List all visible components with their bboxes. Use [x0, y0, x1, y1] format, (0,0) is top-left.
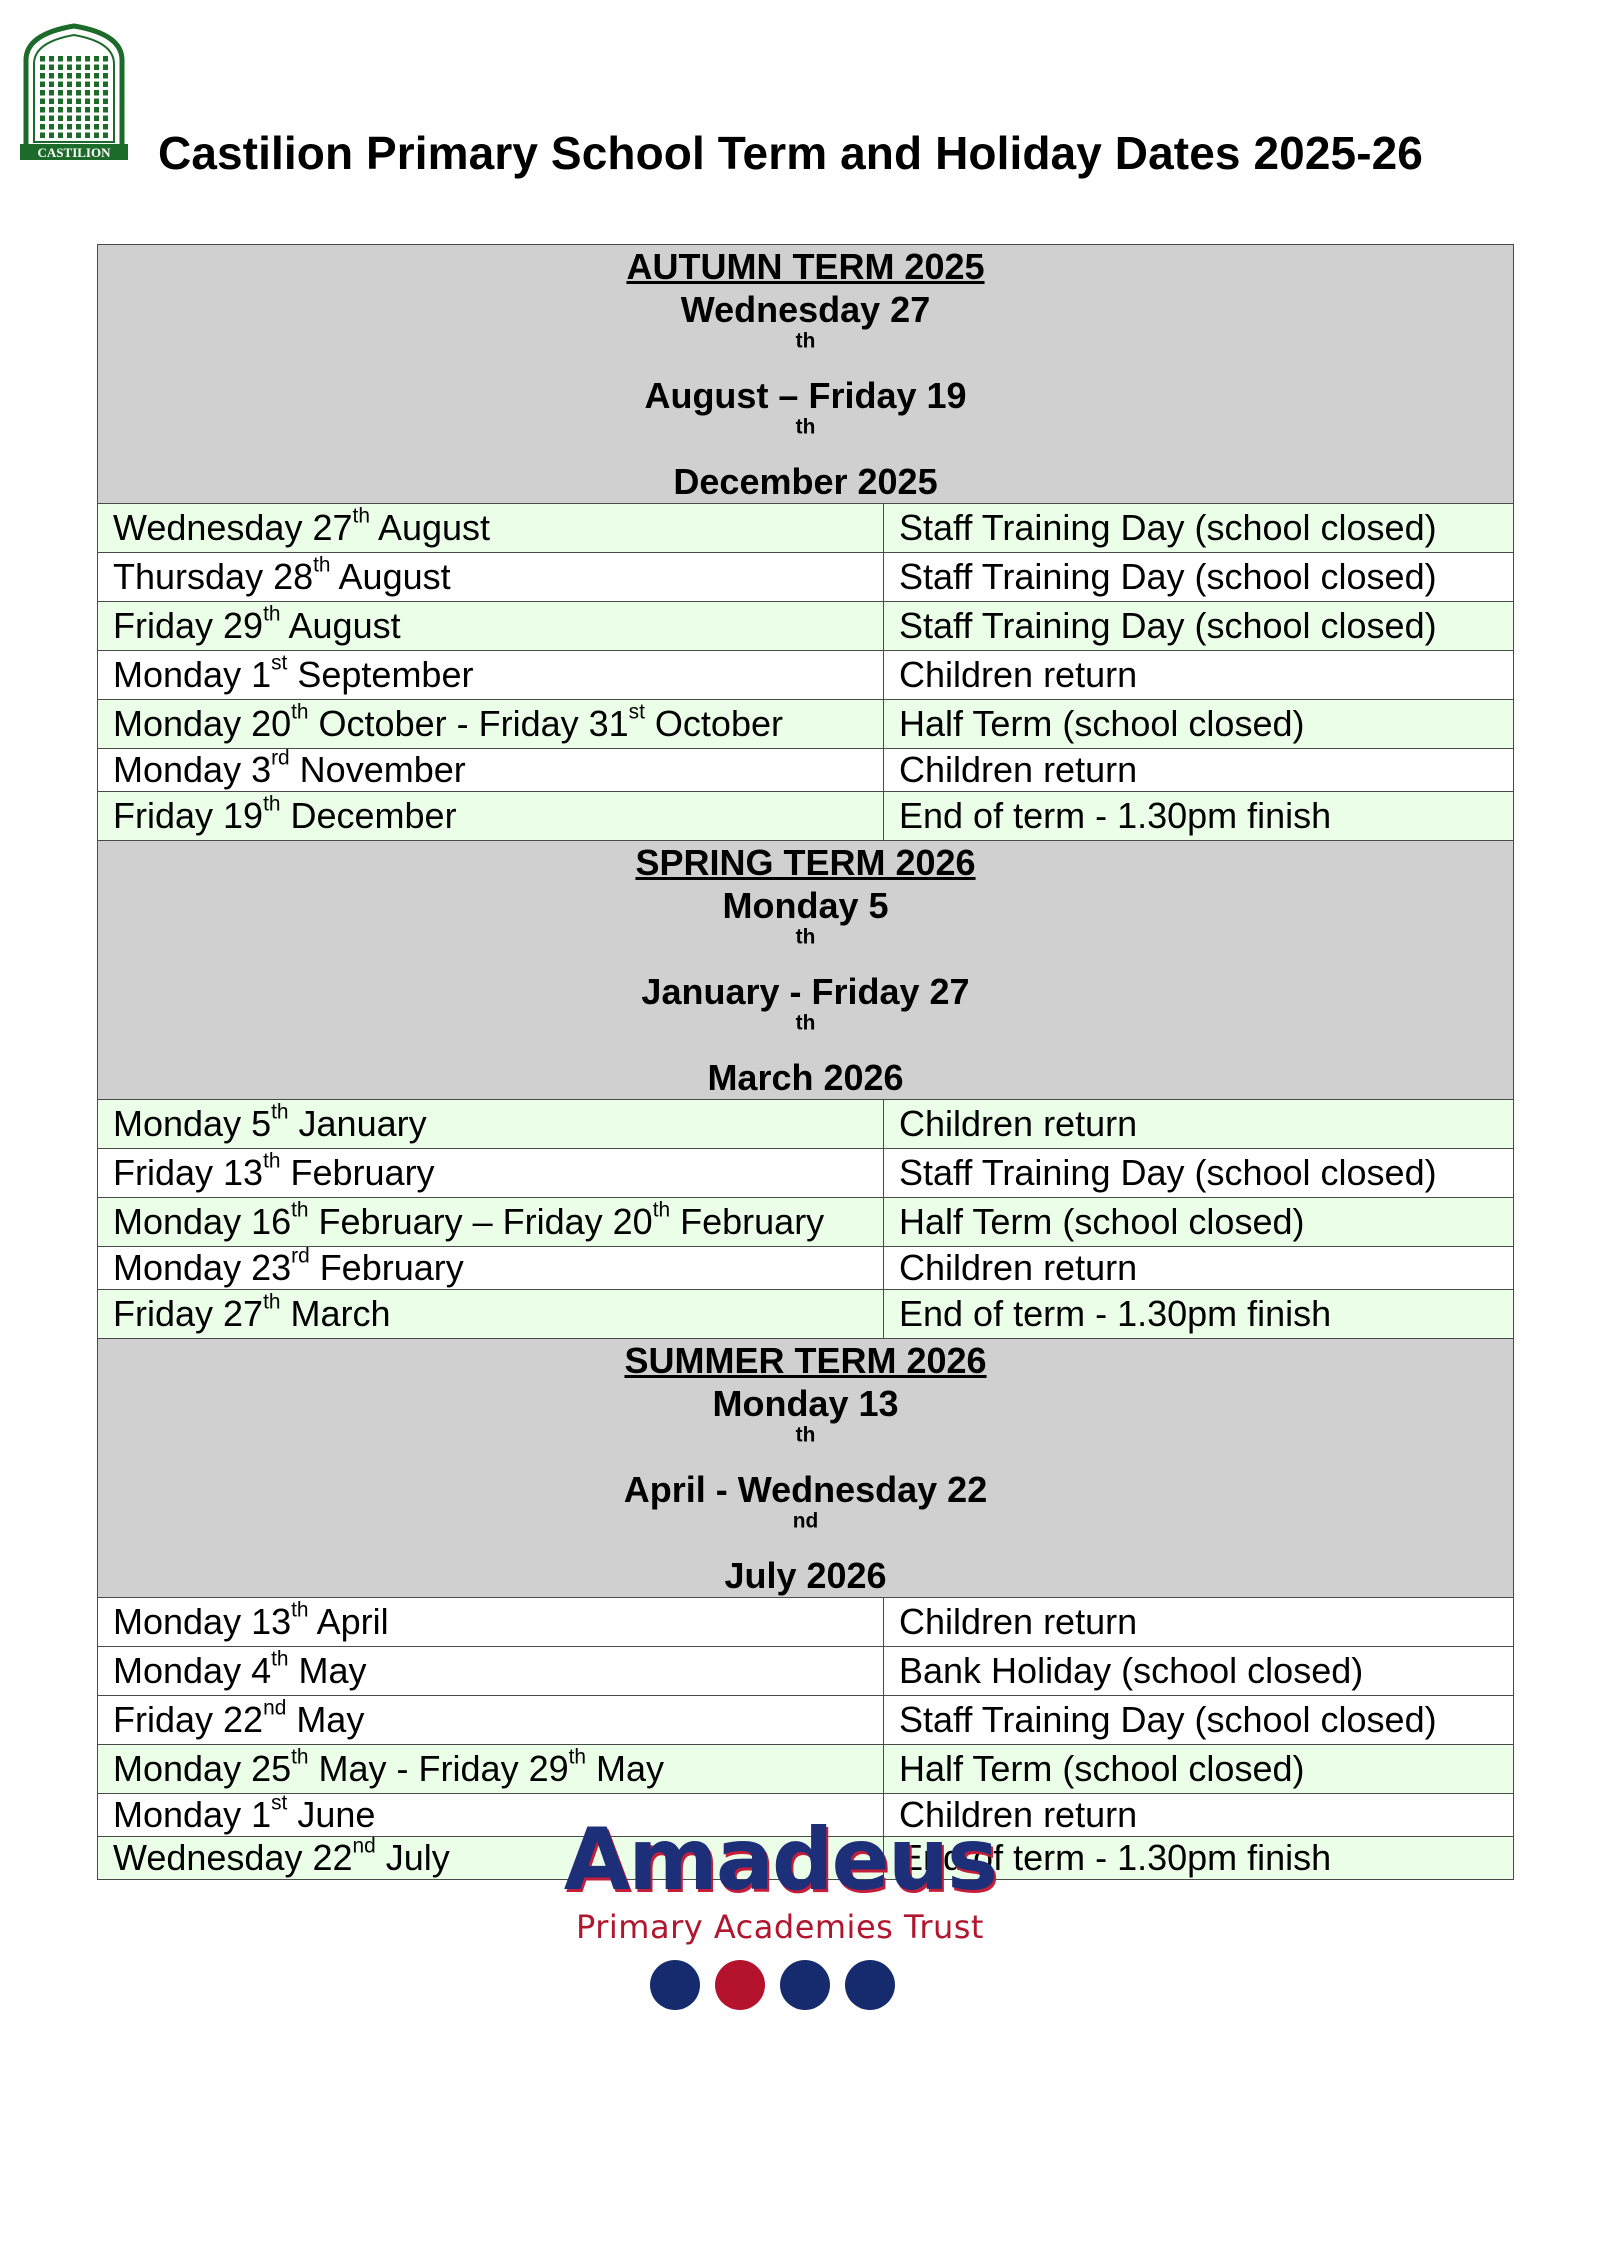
event-cell: Children return [884, 651, 1514, 700]
table-row [98, 1745, 1514, 1794]
table-row [98, 1100, 1514, 1149]
table-row [98, 792, 1514, 841]
event-cell: Staff Training Day (school closed) [884, 553, 1514, 602]
event-cell: End of term - 1.30pm finish [884, 792, 1514, 841]
term-name: AUTUMN TERM 2025 [626, 246, 985, 287]
date-cell: Monday 5th January [98, 1100, 884, 1149]
date-cell: Monday 3rd November [98, 749, 884, 792]
table-row [98, 553, 1514, 602]
date-cell: Thursday 28th August [98, 553, 884, 602]
term-dates-table [97, 244, 1514, 1880]
date-cell: Monday 25th May - Friday 29th May [98, 1745, 884, 1794]
term-name: SPRING TERM 2026 [635, 842, 976, 883]
date-cell: Monday 4th May [98, 1647, 884, 1696]
event-cell: Staff Training Day (school closed) [884, 504, 1514, 553]
table-row [98, 700, 1514, 749]
date-cell: Monday 23rd February [98, 1247, 884, 1290]
event-cell: Half Term (school closed) [884, 1198, 1514, 1247]
table-row [98, 651, 1514, 700]
trust-subtitle: Primary Academies Trust [576, 1908, 984, 1946]
date-cell: Friday 29th August [98, 602, 884, 651]
page-title: Castilion Primary School Term and Holiday Dates 2025-26 [158, 127, 1423, 179]
amadeus-trust-logo [555, 1810, 1005, 2010]
date-cell: Monday 16th February – Friday 20th February [98, 1198, 884, 1247]
event-cell: Staff Training Day (school closed) [884, 1696, 1514, 1745]
date-cell: Friday 22nd May [98, 1696, 884, 1745]
term-name: SUMMER TERM 2026 [624, 1340, 987, 1381]
event-cell: Half Term (school closed) [884, 700, 1514, 749]
table-row [98, 504, 1514, 553]
event-cell: Children return [884, 1794, 1514, 1837]
table-row [98, 1696, 1514, 1745]
logo-dot [650, 1960, 700, 2010]
table-row [98, 1290, 1514, 1339]
table-row [98, 1647, 1514, 1696]
term-date-range: Monday 5 $^{th}$ January - Friday 27 $^{th}$ March 2026 [641, 885, 970, 1098]
logo-dot [780, 1960, 830, 2010]
logo-text: CASTILION [37, 145, 111, 160]
event-cell: Bank Holiday (school closed) [884, 1647, 1514, 1696]
date-cell: Wednesday 22nd July [98, 1837, 884, 1880]
table-row [98, 749, 1514, 792]
event-cell: Children return [884, 1100, 1514, 1149]
event-cell: End of term - 1.30pm finish [884, 1290, 1514, 1339]
event-cell: Half Term (school closed) [884, 1745, 1514, 1794]
table-row [98, 1198, 1514, 1247]
table-row [98, 1598, 1514, 1647]
date-cell: Friday 13th February [98, 1149, 884, 1198]
event-cell: Children return [884, 1598, 1514, 1647]
date-cell: Friday 27th March [98, 1290, 884, 1339]
event-cell: Children return [884, 1247, 1514, 1290]
date-cell: Friday 19th December [98, 792, 884, 841]
trust-name: Amadeus [563, 1810, 997, 1910]
table-row [98, 602, 1514, 651]
event-cell: Staff Training Day (school closed) [884, 602, 1514, 651]
event-cell: End of term - 1.30pm finish [884, 1837, 1514, 1880]
date-cell: Monday 1st September [98, 651, 884, 700]
event-cell: Staff Training Day (school closed) [884, 1149, 1514, 1198]
table-row [98, 1247, 1514, 1290]
castilion-building-icon [18, 20, 130, 162]
table-row [98, 1149, 1514, 1198]
term-date-range: Wednesday 27 $^{th}$ August – Friday 19 $^{th}$ December 2025 [644, 289, 967, 502]
term-header [98, 245, 1514, 504]
term-header [98, 1339, 1514, 1598]
term-header [98, 841, 1514, 1100]
castilion-school-logo [18, 20, 130, 162]
trust-logo-dots [650, 1960, 910, 2012]
date-cell: Monday 13th April [98, 1598, 884, 1647]
date-cell: Monday 1st June [98, 1794, 884, 1837]
term-date-range: Monday 13 $^{th}$ April - Wednesday 22 $^{nd}$ July 2026 [623, 1383, 988, 1596]
date-cell: Monday 20th October - Friday 31st October [98, 700, 884, 749]
logo-dot [715, 1960, 765, 2010]
logo-dot [845, 1960, 895, 2010]
event-cell: Children return [884, 749, 1514, 792]
date-cell: Wednesday 27th August [98, 504, 884, 553]
